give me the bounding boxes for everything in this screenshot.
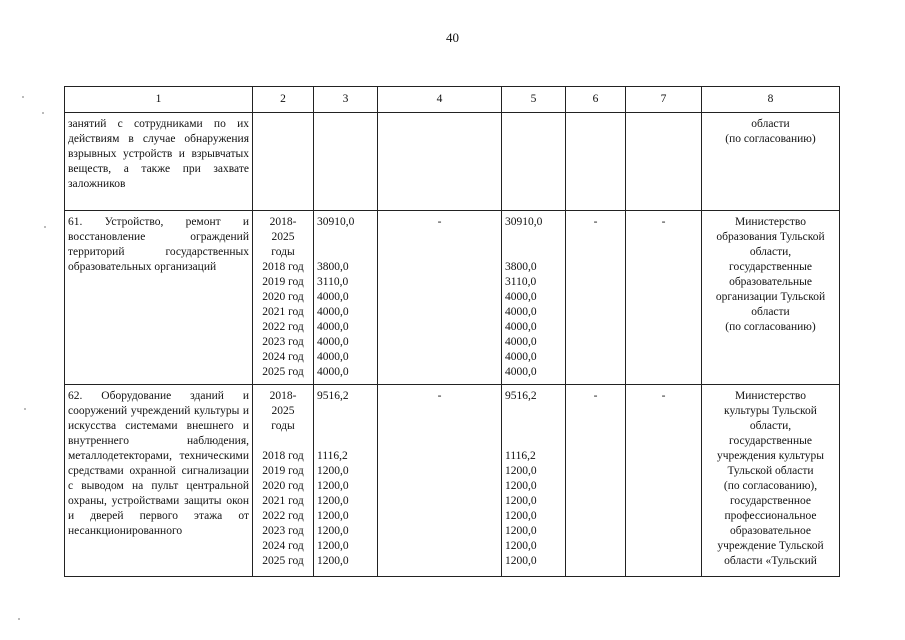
amount-value: 4000,0	[317, 366, 349, 378]
amount-value: 3110,0	[317, 276, 349, 288]
empty-dash: -	[661, 390, 666, 402]
years-cell	[253, 113, 314, 211]
amount-value: 1200,0	[505, 510, 537, 522]
empty-dash: -	[437, 390, 442, 402]
page-number: 40	[446, 30, 459, 45]
column-header: 3	[314, 87, 378, 113]
amount-value: 4000,0	[317, 351, 349, 363]
year-label: 2020 год	[262, 291, 304, 303]
amount-federal-cell	[378, 211, 502, 385]
amount-value: 1200,0	[505, 495, 537, 507]
empty-dash: -	[661, 216, 666, 228]
column-header: 2	[253, 87, 314, 113]
year-label: 2025	[271, 231, 295, 243]
amount-value: 3800,0	[317, 261, 349, 273]
amount-federal-cell	[378, 113, 502, 211]
measure-description	[65, 113, 253, 211]
scan-speck	[42, 112, 44, 114]
amount-local-cell	[566, 211, 626, 385]
amount-value: 4000,0	[317, 291, 349, 303]
year-label: 2019 год	[262, 465, 304, 477]
amount-value: 1200,0	[505, 525, 537, 537]
executor-line: образовательные	[729, 276, 812, 288]
amount-value: 1200,0	[317, 495, 349, 507]
amount-value: 3800,0	[505, 261, 537, 273]
amount-value: 1200,0	[505, 555, 537, 567]
year-label: 2020 год	[262, 480, 304, 492]
amount-regional-cell	[502, 211, 566, 385]
empty-dash: -	[437, 216, 442, 228]
amount-other-cell	[626, 211, 702, 385]
executor-line: области,	[749, 246, 792, 258]
description-text: 61. Устройство, ремонт и восстановление ограждений территорий государственных образовательных организаций	[68, 216, 249, 273]
amount-value: 4000,0	[505, 366, 537, 378]
year-label: 2024 год	[262, 540, 304, 552]
description-text: 62. Оборудование зданий и сооружений учреждений культуры и искусства системами внешнего и внутреннего наблюдения, металлодетекторами, техническими средствами охранной сигнализации с выводом на пульт центральной охраны, устройствами защиты окон и дверей первого этажа от несанкционированного	[68, 390, 249, 537]
executor-line: (по согласованию),	[723, 480, 818, 492]
executor-line: области,	[749, 420, 792, 432]
amount-value: 1200,0	[317, 510, 349, 522]
amount-value: 1116,2	[317, 450, 348, 462]
amount-value: 9516,2	[317, 390, 349, 402]
scan-speck	[22, 96, 24, 98]
executor-line: (по согласованию)	[725, 133, 816, 145]
year-label: годы	[271, 246, 295, 258]
executor-line: государственные	[729, 261, 812, 273]
amount-value: 30910,0	[505, 216, 543, 228]
executor-line: культуры Тульской	[724, 405, 817, 417]
executor-line: государственные	[729, 435, 812, 447]
amount-regional-cell	[502, 113, 566, 211]
year-label: 2019 год	[262, 276, 304, 288]
executor-line: (по согласованию)	[725, 321, 816, 333]
amount-total-cell	[314, 385, 378, 577]
year-label: 2025	[271, 405, 295, 417]
column-header: 1	[65, 87, 253, 113]
executor-line: области	[751, 306, 790, 318]
measure-description	[65, 211, 253, 385]
amount-regional-cell	[502, 385, 566, 577]
years-cell	[253, 211, 314, 385]
amount-value: 4000,0	[505, 306, 537, 318]
year-label: 2022 год	[262, 321, 304, 333]
amount-value: 1200,0	[505, 465, 537, 477]
amount-federal-cell	[378, 385, 502, 577]
amount-total-cell	[314, 211, 378, 385]
year-label: 2018-	[269, 390, 297, 402]
column-header: 5	[502, 87, 566, 113]
program-table	[64, 86, 840, 577]
amount-local-cell	[566, 113, 626, 211]
amount-value: 1200,0	[317, 525, 349, 537]
year-label: 2023 год	[262, 525, 304, 537]
executor-line: образования Тульской	[716, 231, 825, 243]
year-label: 2024 год	[262, 351, 304, 363]
amount-other-cell	[626, 385, 702, 577]
scan-speck	[24, 408, 26, 410]
column-header: 6	[566, 87, 626, 113]
amount-value: 1200,0	[317, 555, 349, 567]
year-label: 2018-	[269, 216, 297, 228]
table-row	[65, 113, 840, 211]
empty-dash: -	[593, 216, 598, 228]
executor-line: Министерство	[735, 216, 806, 228]
amount-total-cell	[314, 113, 378, 211]
amount-value: 1200,0	[505, 540, 537, 552]
amount-value: 4000,0	[505, 291, 537, 303]
executor-line: образовательное	[729, 525, 812, 537]
executor-line: области «Тульский	[724, 555, 817, 567]
amount-value: 4000,0	[317, 321, 349, 333]
amount-local-cell	[566, 385, 626, 577]
executor-cell	[702, 211, 840, 385]
measure-description	[65, 385, 253, 577]
amount-value: 4000,0	[317, 336, 349, 348]
year-label: 2023 год	[262, 336, 304, 348]
year-label: 2018 год	[262, 261, 304, 273]
executor-line: Министерство	[735, 390, 806, 402]
years-cell	[253, 385, 314, 577]
executor-line: учреждения культуры	[716, 450, 825, 462]
amount-value: 1200,0	[505, 480, 537, 492]
scan-speck	[44, 226, 46, 228]
executor-line: профессиональное	[724, 510, 817, 522]
column-header: 4	[378, 87, 502, 113]
amount-value: 1200,0	[317, 465, 349, 477]
column-header: 8	[702, 87, 840, 113]
executor-line: Тульской области	[727, 465, 814, 477]
amount-value: 4000,0	[505, 336, 537, 348]
year-label: 2021 год	[262, 306, 304, 318]
amount-value: 3110,0	[505, 276, 537, 288]
year-label: 2022 год	[262, 510, 304, 522]
executor-cell	[702, 385, 840, 577]
amount-value: 1200,0	[317, 540, 349, 552]
year-label: 2021 год	[262, 495, 304, 507]
table-row	[65, 211, 840, 385]
table-row	[65, 385, 840, 577]
amount-other-cell	[626, 113, 702, 211]
executor-line: государственное	[729, 495, 812, 507]
year-label: 2025 год	[262, 366, 304, 378]
scan-speck	[18, 618, 20, 620]
description-text: занятий с сотрудниками по их действиям в случае обнаружения взрывных устройств и взрывчатых веществ, а также при захвате заложников	[68, 118, 249, 190]
empty-dash: -	[593, 390, 598, 402]
amount-value: 4000,0	[505, 351, 537, 363]
executor-line: области	[751, 118, 790, 130]
amount-value: 1116,2	[505, 450, 536, 462]
column-header: 7	[626, 87, 702, 113]
executor-line: организации Тульской	[715, 291, 826, 303]
table-header-row	[65, 87, 840, 113]
amount-value: 30910,0	[317, 216, 355, 228]
amount-value: 9516,2	[505, 390, 537, 402]
year-label: 2018 год	[262, 450, 304, 462]
amount-value: 1200,0	[317, 480, 349, 492]
amount-value: 4000,0	[505, 321, 537, 333]
executor-line: учреждение Тульской	[717, 540, 824, 552]
year-label: 2025 год	[262, 555, 304, 567]
executor-cell	[702, 113, 840, 211]
amount-value: 4000,0	[317, 306, 349, 318]
year-label: годы	[271, 420, 295, 432]
